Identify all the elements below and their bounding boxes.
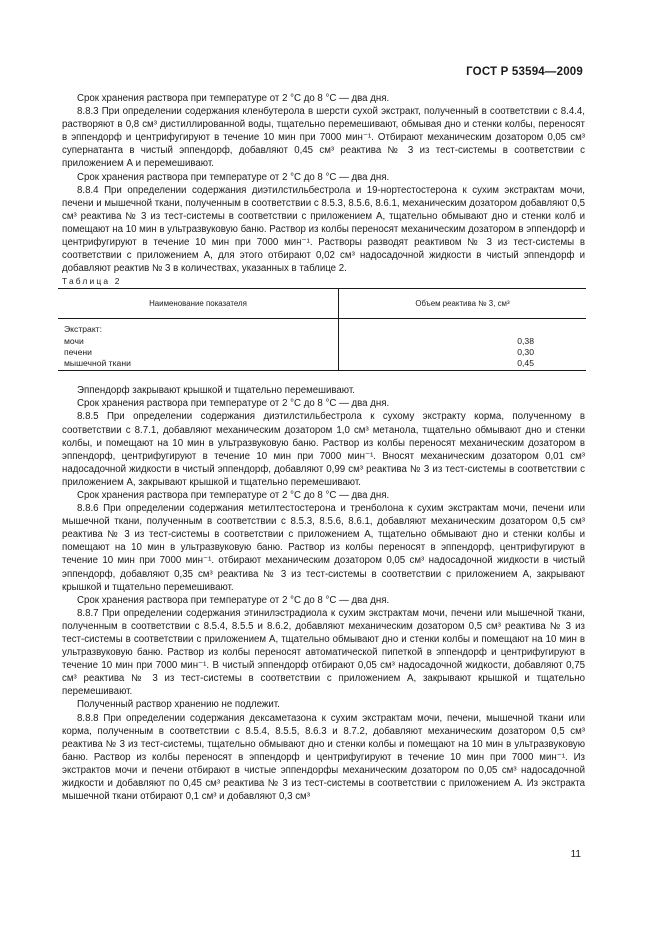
paragraph: Срок хранения раствора при температуре от 2 °С до 8 °С — два дня. <box>77 489 390 501</box>
document-code: ГОСТ Р 53594—2009 <box>466 66 583 78</box>
table-row <box>58 358 586 371</box>
paragraph: Срок хранения раствора при температуре от 2 °С до 8 °С — два дня. <box>77 93 390 104</box>
table-row <box>58 347 586 358</box>
paragraph-8-8-4: 8.8.4 При определении содержания диэтилстильбестрола и 19-нортестостерона к сухим экстрактам мочи, печени и мышечной ткани, полученным в соответствии с 8.5.3, 8.5.6, 8.6.1, механическим дозатором добавляют 0,5 см³ реактива № 3 из тест-системы в соответствии с приложением А, тщательно обмывают дно и стенки колб и помещают на 10 мин в ультразвуковую баню. Раствор из колбы переносят механическим дозатором в эппендорф и центрифугируют в течение 10 мин при 7000 мин⁻¹. Растворы разводят реактивом № 3 из тест-системы в соответствии с приложением А, для этого отбирают 0,02 см³ надосадочной жидкости в чистый эппендорф и добавляют реактив № 3 в количествах, указанных в таблице 2. <box>62 184 585 275</box>
table-cell-name: мышечной ткани <box>58 358 339 371</box>
table-cell-value: 0,45 <box>339 358 587 371</box>
table-row <box>58 319 586 336</box>
document-body <box>62 92 585 803</box>
paragraph: Срок хранения раствора при температуре от 2 °С до 8 °С — два дня. <box>77 171 390 183</box>
table-2 <box>58 288 586 371</box>
paragraph: Срок хранения раствора при температуре от 2 °С до 8 °С — два дня. <box>77 398 390 410</box>
paragraph-8-8-5: 8.8.5 При определении содержания диэтилстильбестрола к сухому экстракту корма, полученному в соответствии с 8.7.1, добавляют механическим дозатором 1,0 см³ метанола, тщательно обмывают дно и стенки колбы, и помещают на 10 мин в ультразвуковую баню. Раствор из колбы переносят механическим дозатором в эппендорф, центрифугируют в течение 10 мин при 7000 мин⁻¹. Вносят механическим дозатором 0,01 см³ надосадочной жидкости в чистый эппендорф, добавляют 0,99 см³ реактива № 3 из тест-системы в соответствии с приложением А, закрывают крышкой и тщательно перемешивают. <box>62 411 585 488</box>
table-header-name: Наименование показателя <box>58 289 339 319</box>
page-number: 11 <box>570 849 581 860</box>
paragraph: Полученный раствор хранению не подлежит. <box>77 699 280 711</box>
paragraph-8-8-7: 8.8.7 При определении содержания этинилэстрадиола к сухим экстрактам мочи, печени или мышечной ткани, полученным в соответствии с 8.5.4, 8.5.5 и 8.6.2, добавляют механическим дозатором 0,5 см³ реактива № 3 из тест-системы в соответствии с приложением А, тщательно обмывают дно и стенки колбы и помещают на 10 мин в ультразвуковую баню. Раствор из колбы переносят автоматической пипеткой в эппендорф и центрифугируют в течение 10 мин при 7000 мин⁻¹. В чистый эппендорф отбирают 0,05 см³ надосадочной жидкости, добавляют 0,75 см³ реактива № 3 из тест-системы в соответствии с приложением А, закрывают крышкой и тщательно перемешивают. <box>62 607 585 698</box>
paragraph: Эппендорф закрывают крышкой и тщательно перемешивают. <box>77 385 355 397</box>
table-caption: Таблица 2 <box>62 276 122 287</box>
table-cell-value: 0,38 <box>517 335 534 346</box>
table-group-label: Экстракт: <box>58 319 339 336</box>
table-cell-value: 0,30 <box>517 346 534 357</box>
table-row <box>58 336 586 347</box>
paragraph: Срок хранения раствора при температуре от 2 °С до 8 °С — два дня. <box>77 594 390 606</box>
table-cell-name: мочи <box>58 336 339 347</box>
paragraph-8-8-6: 8.8.6 При определении содержания метилтестостерона и тренболона к сухим экстрактам мочи, печени или мышечной ткани, полученным в соответствии с 8.5.3, 8.5.6, 8.6.1, добавляют механическим дозатором 0,5 см³ реактива № 3 из тест-системы в соответствии с приложением А, тщательно обмывают дно и стенки колбы и помещают на 10 мин в ультразвуковую баню. Раствор из колбы переносят в эппендорф, центрифугируют в течение 10 мин при 7000 мин⁻¹. отбирают механическим дозатором 0,05 см³ надосадочной жидкости в чистый эппендорф, добавляют 0,35 см³ реактива № 3 из тест-системы в соответствии с приложением А, закрывают крышкой и тщательно перемешивают. <box>62 503 585 593</box>
paragraph-8-8-3: 8.8.3 При определении содержания кленбутерола в шерсти сухой экстракт, полученный в соответствии с 8.4.4, растворяют в 0,8 см³ дистиллированной воды, тщательно перемешивают, обмывая дно и стенки колбы, переносят в эппендорф и центрифугируют в течение 10 мин при 7000 мин⁻¹. Отбирают механическим дозатором 0,05 см³ супернатанта в чистый эппендорф, добавляют 0,45 см³ реактива № 3 из тест-системы в соответствии с приложением А и перемешивают. <box>62 106 585 170</box>
table-header-volume: Объем реактива № 3, см³ <box>339 289 587 319</box>
table-cell-name: печени <box>58 347 339 358</box>
paragraph-8-8-8: 8.8.8 При определении содержания дексаметазона к сухим экстрактам мочи, печени, мышечной ткани или корма, полученным в соответствии с 8.5.4, 8.5.5, 8.6.3 и 8.7.2, добавляют механическим дозатором 0,5 см³ реактива № 3 из тест-системы, тщательно обмывают дно и стенки колбы и помещают на 10 мин в ультразвуковую баню. Раствор из колбы переносят в эппендорф и центрифугируют в течение 10 мин при 7000 мин⁻¹. Из экстрактов мочи и печени отбирают в чистые эппендорфы механическим дозатором по 0,05 см³ надосадочной жидкости и добавляют по 0,45 см³ реактива № 3 из тест-системы в соответствии с приложением А. Из экстракта мышечной ткани отбирают 0,1 см³ и добавляют 0,3 см³ <box>62 712 585 803</box>
